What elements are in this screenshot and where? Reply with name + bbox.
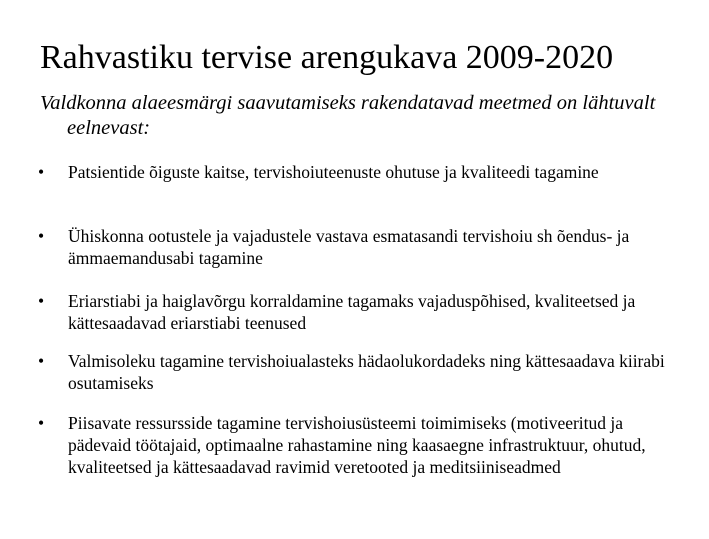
bullet-text: Patsientide õiguste kaitse, tervishoiuteenuste ohutuse ja kvaliteedi tagamine <box>68 162 599 182</box>
bullet-item <box>38 225 678 269</box>
bullet-text: Piisavate ressursside tagamine tervishoiusüsteemi toimimiseks (motiveeritud ja pädevaid töötajaid, optimaalne rahastamine ning kaasaegne infrastruktuur, ohutud, kvaliteetsed ja kättesaadavad ravimid veretooted ja meditsiiniseadmed <box>68 413 646 477</box>
bullet-dot-icon: • <box>38 291 45 311</box>
bullet-item <box>38 350 678 394</box>
bullet-text: Eriarstiabi ja haiglavõrgu korraldamine tagamaks vajaduspõhised, kvaliteetsed ja kättesaadavad eriarstiabi teenused <box>68 291 636 333</box>
bullet-dot-icon: • <box>38 413 45 433</box>
bullet-text: Ühiskonna ootustele ja vajadustele vastava esmatasandi tervishoiu sh õendus- ja ämmaemandusabi tagamine <box>68 226 630 268</box>
bullet-dot-icon: • <box>38 226 45 246</box>
bullet-item <box>38 161 678 183</box>
bullet-dot-icon: • <box>38 351 45 371</box>
bullet-item <box>38 290 678 334</box>
slide-subtitle: Valdkonna alaeesmärgi saavutamiseks rakendatavad meetmed on lähtuvalt eelnevast: <box>40 92 656 139</box>
bullet-item <box>38 412 678 478</box>
bullet-text: Valmisoleku tagamine tervishoiualasteks hädaolukordadeks ning kättesaadava kiirabi osutamiseks <box>68 351 665 393</box>
slide-title: Rahvastiku tervise arengukava 2009-2020 <box>40 39 614 76</box>
bullet-dot-icon: • <box>38 162 45 182</box>
